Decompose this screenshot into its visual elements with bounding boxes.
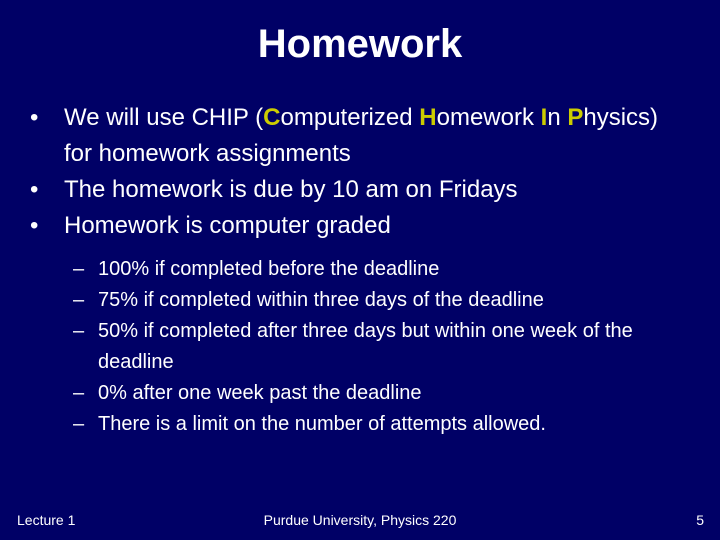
footer-institution: Purdue University, Physics 220 <box>263 512 457 528</box>
sub-bullet-marker: – <box>73 382 85 404</box>
bullet-item <box>0 100 720 172</box>
acronym-letter: H <box>419 104 437 131</box>
sub-bullet-marker: – <box>73 289 85 311</box>
bullet-item <box>0 172 720 208</box>
bullet-marker: • <box>30 104 39 131</box>
slide-title: Homework <box>257 22 463 66</box>
footer-page-number: 5 <box>696 512 704 528</box>
sub-bullet-item <box>0 285 720 316</box>
acronym-letter: P <box>567 104 584 131</box>
bullet-list <box>0 100 720 244</box>
bullet-text-pre: We will use CHIP ( <box>64 104 264 131</box>
sub-bullet-item <box>0 409 720 440</box>
bullet-text: Homework is computer graded <box>64 212 391 239</box>
bullet-text: omework <box>436 104 541 131</box>
acronym-letter: I <box>540 104 548 131</box>
bullet-marker: • <box>30 176 39 203</box>
bullet-text: n <box>547 104 568 131</box>
bullet-marker: • <box>30 212 39 239</box>
sub-bullet-item <box>0 378 720 409</box>
sub-bullet-text: 75% if completed within three days of the deadline <box>98 289 544 311</box>
sub-bullet-list <box>0 254 720 440</box>
acronym-letter: C <box>263 104 281 131</box>
sub-bullet-text: 0% after one week past the deadline <box>98 382 422 404</box>
bullet-text: The homework is due by 10 am on Fridays <box>64 176 518 203</box>
sub-bullet-text: 100% if completed before the deadline <box>98 258 440 280</box>
sub-bullet-item <box>0 316 720 378</box>
bullet-item <box>0 208 720 244</box>
sub-bullet-marker: – <box>73 320 85 342</box>
sub-bullet-item <box>0 254 720 285</box>
sub-bullet-marker: – <box>73 413 85 435</box>
footer-lecture: Lecture 1 <box>17 512 76 528</box>
bullet-text: omputerized <box>280 104 420 131</box>
sub-bullet-marker: – <box>73 258 85 280</box>
sub-bullet-text: 50% if completed after three days but within one week of the deadline <box>98 320 633 373</box>
sub-bullet-text: There is a limit on the number of attempts allowed. <box>98 413 546 435</box>
bullet-text: hysics) for homework assignments <box>64 104 659 167</box>
